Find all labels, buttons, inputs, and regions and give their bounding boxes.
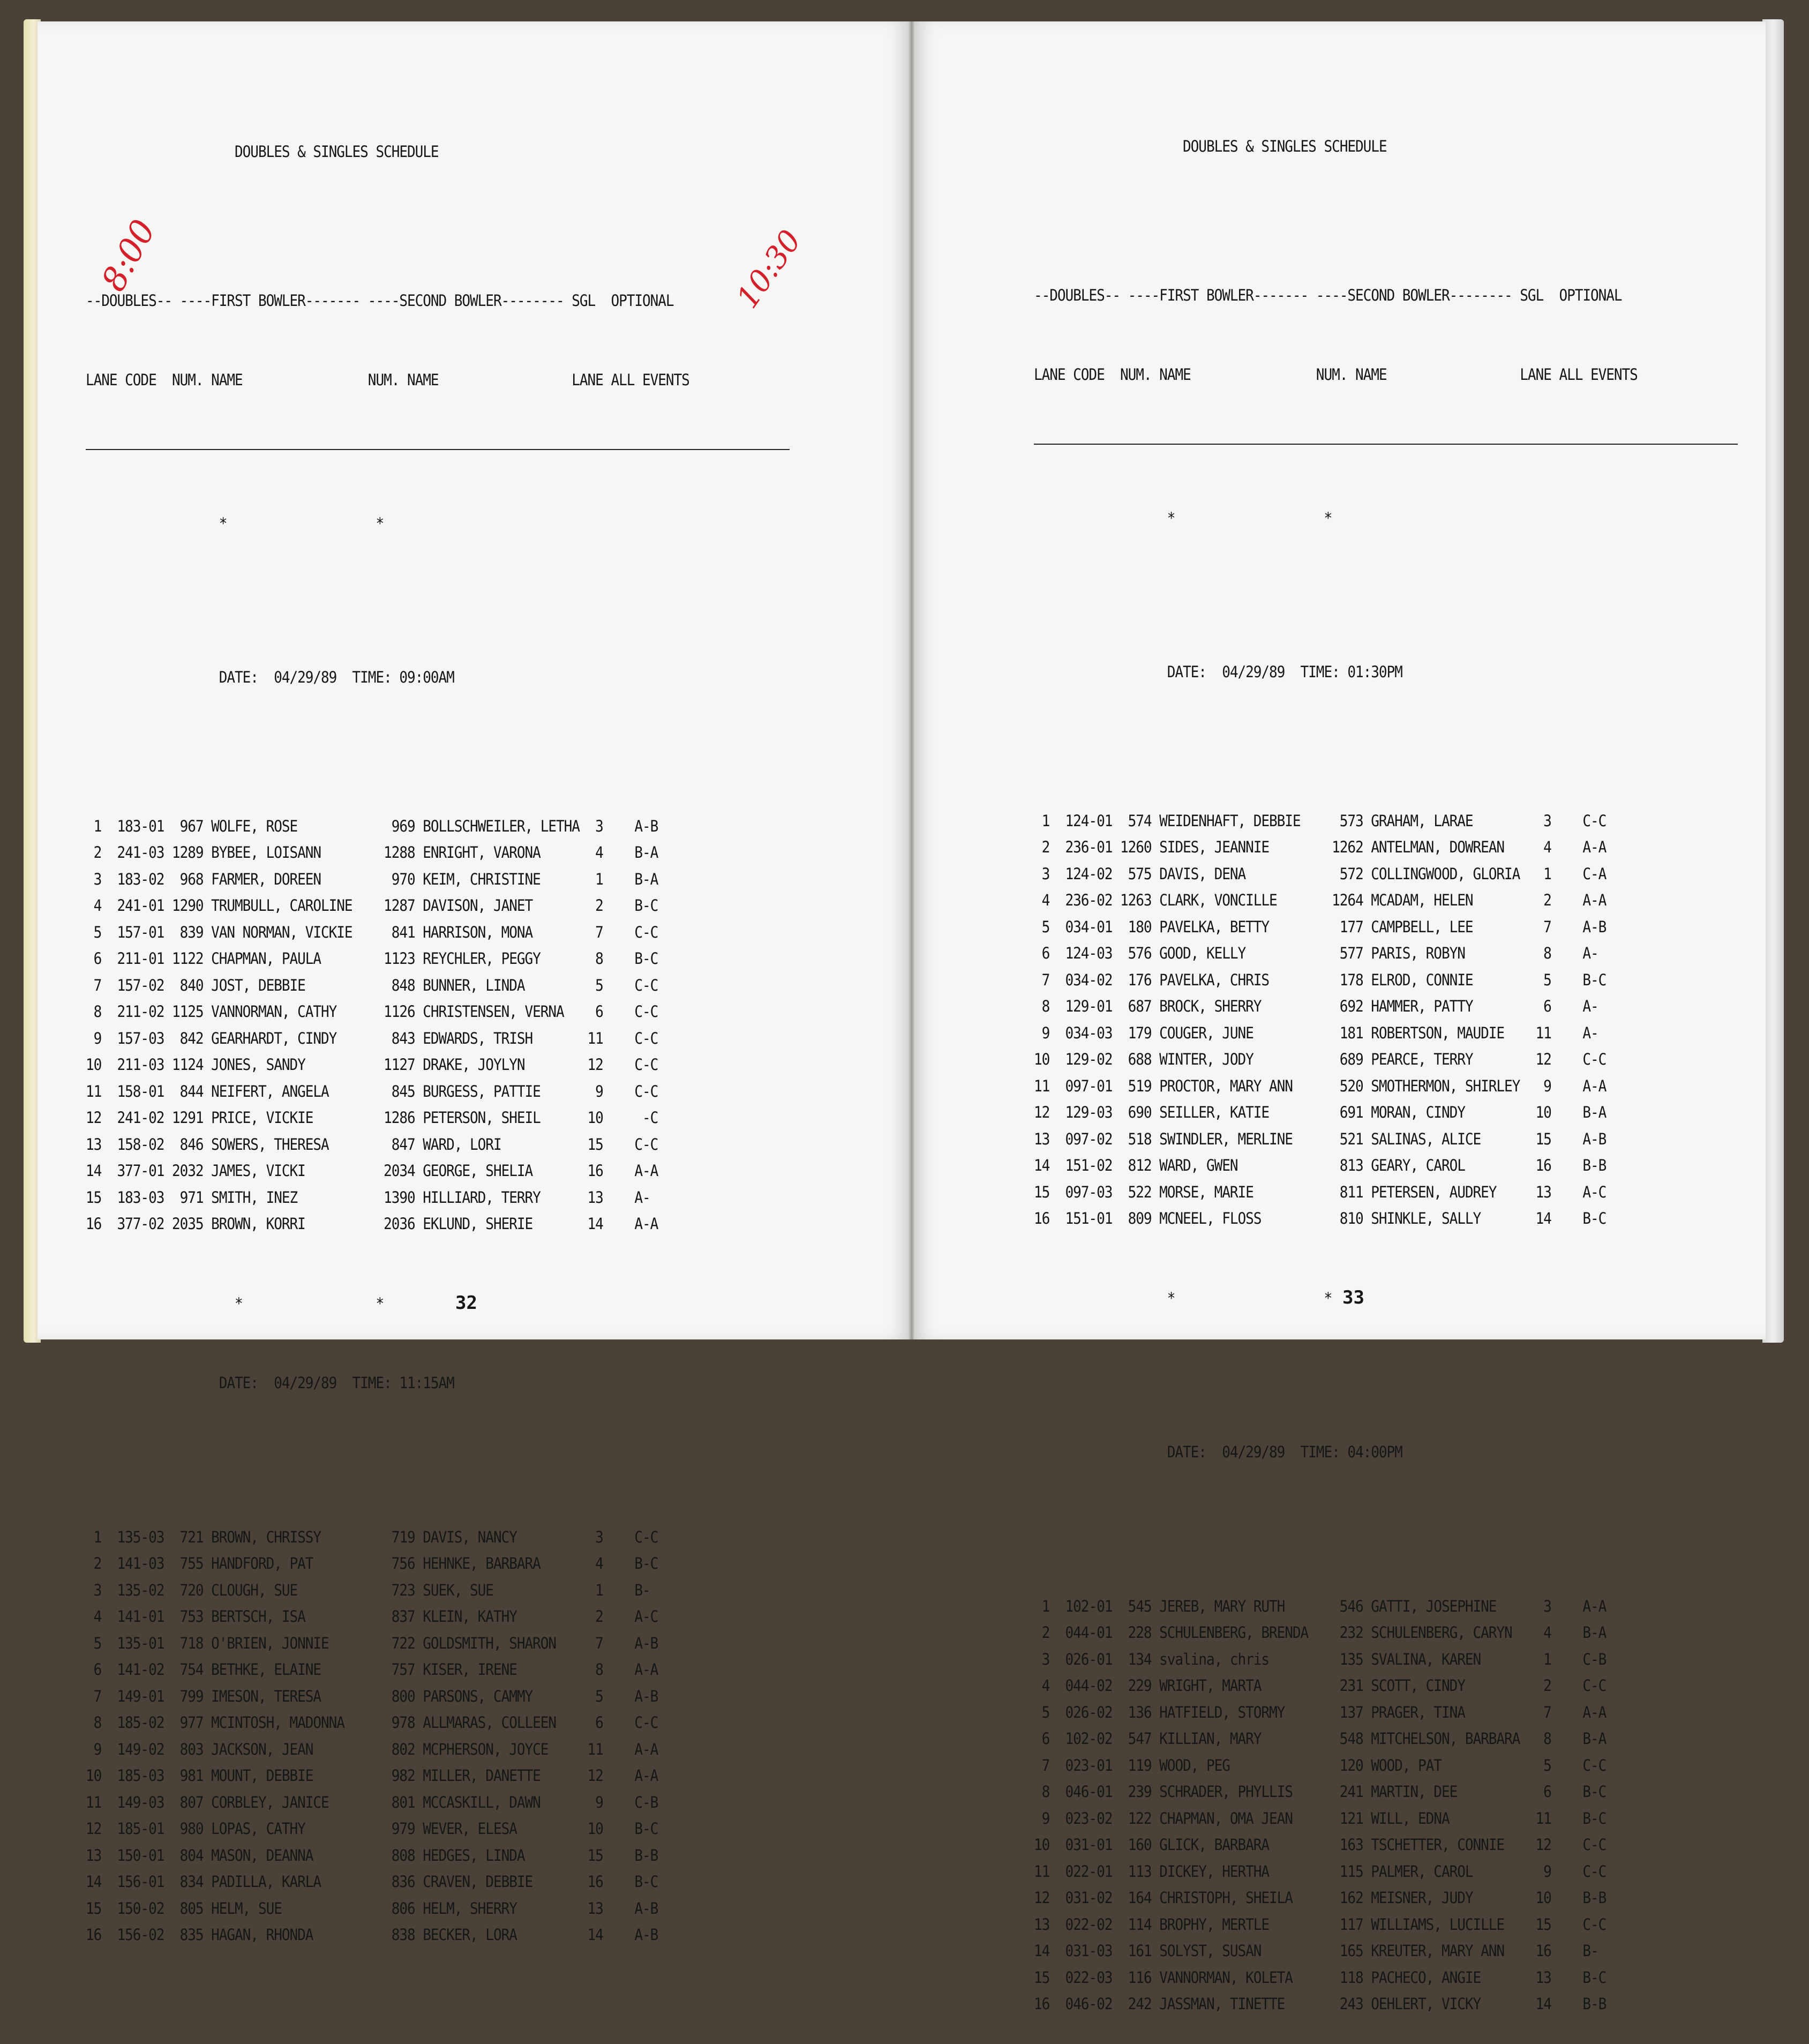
session-markers: * *	[86, 1294, 384, 1313]
schedule-row: 7 034-02 176 PAVELKA, CHRIS 178 ELROD, CONNIE 5 B-C	[1034, 970, 1607, 989]
left-page-content	[86, 86, 790, 1975]
schedule-row: 1 135-03 721 BROWN, CHRISSY 719 DAVIS, NANCY 3 C-C	[86, 1528, 658, 1546]
schedule-row: 13 022-02 114 BROPHY, MERTLE 117 WILLIAMS, LUCILLE 15 C-C	[1034, 1915, 1607, 1934]
schedule-row: 16 151-01 809 MCNEEL, FLOSS 810 SHINKLE, SALLY 14 B-C	[1034, 1209, 1607, 1227]
schedule-rows-left-2	[86, 1524, 790, 1949]
schedule-row: 10 211-03 1124 JONES, SANDY 1127 DRAKE, JOYLYN 12 C-C	[86, 1055, 658, 1074]
schedule-row: 15 150-02 805 HELM, SUE 806 HELM, SHERRY 13 A-B	[86, 1899, 658, 1918]
column-header-row2: LANE CODE NUM. NAME NUM. NAME LANE ALL EVENTS	[1034, 365, 1638, 384]
schedule-rows-right-2	[1034, 1593, 1738, 2018]
schedule-row: 1 183-01 967 WOLFE, ROSE 969 BOLLSCHWEILER, LETHA 3 A-B	[86, 817, 658, 835]
schedule-row: 13 150-01 804 MASON, DEANNA 808 HEDGES, LINDA 15 B-B	[86, 1846, 658, 1865]
schedule-row: 8 046-01 239 SCHRADER, PHYLLIS 241 MARTIN, DEE 6 B-C	[1034, 1783, 1607, 1801]
column-header-row1: --DOUBLES-- ----FIRST BOWLER------- ----SECOND BOWLER-------- SGL OPTIONAL	[86, 291, 674, 310]
schedule-row: 6 124-03 576 GOOD, KELLY 577 PARIS, ROBYN 8 A-	[1034, 944, 1598, 962]
session-markers: * *	[1034, 508, 1332, 527]
schedule-row: 2 141-03 755 HANDFORD, PAT 756 HEHNKE, BARBARA 4 B-C	[86, 1554, 658, 1573]
handwritten-annotation-1030: 10:30	[730, 223, 808, 315]
schedule-row: 8 185-02 977 MCINTOSH, MADONNA 978 ALLMARAS, COLLEEN 6 C-C	[86, 1713, 658, 1732]
session-markers: * *	[86, 514, 384, 533]
schedule-row: 3 124-02 575 DAVIS, DENA 572 COLLINGWOOD, GLORIA 1 C-A	[1034, 864, 1607, 883]
schedule-row: 10 031-01 160 GLICK, BARBARA 163 TSCHETTER, CONNIE 12 C-C	[1034, 1836, 1607, 1854]
schedule-row: 2 236-01 1260 SIDES, JEANNIE 1262 ANTELMAN, DOWREAN 4 A-A	[1034, 838, 1607, 856]
schedule-row: 2 241-03 1289 BYBEE, LOISANN 1288 ENRIGHT, VARONA 4 B-A	[86, 843, 658, 862]
column-header-row1: --DOUBLES-- ----FIRST BOWLER------- ----SECOND BOWLER-------- SGL OPTIONAL	[1034, 286, 1622, 304]
schedule-rows-left-1	[86, 813, 790, 1238]
book-right-edge	[1762, 19, 1784, 1343]
session-date-line: DATE: 04/29/89 TIME: 04:00PM	[1034, 1443, 1402, 1461]
schedule-row: 2 044-01 228 SCHULENBERG, BRENDA 232 SCHULENBERG, CARYN 4 B-A	[1034, 1623, 1607, 1642]
schedule-row: 10 185-03 981 MOUNT, DEBBIE 982 MILLER, DANETTE 12 A-A	[86, 1766, 658, 1785]
header-rule	[86, 449, 790, 450]
schedule-row: 7 023-01 119 WOOD, PEG 120 WOOD, PAT 5 C-C	[1034, 1756, 1607, 1775]
schedule-row: 15 183-03 971 SMITH, INEZ 1390 HILLIARD, TERRY 13 A-	[86, 1188, 650, 1207]
header-rule	[1034, 444, 1738, 445]
schedule-row: 3 183-02 968 FARMER, DOREEN 970 KEIM, CHRISTINE 1 B-A	[86, 870, 658, 888]
schedule-row: 8 211-02 1125 VANNORMAN, CATHY 1126 CHRISTENSEN, VERNA 6 C-C	[86, 1002, 658, 1021]
page-number-left: 32	[455, 1292, 477, 1314]
schedule-rows-right-1	[1034, 808, 1738, 1232]
schedule-row: 1 124-01 574 WEIDENHAFT, DEBBIE 573 GRAHAM, LARAE 3 C-C	[1034, 811, 1607, 830]
schedule-row: 15 022-03 116 VANNORMAN, KOLETA 118 PACHECO, ANGIE 13 B-C	[1034, 1968, 1607, 1987]
column-header-row2: LANE CODE NUM. NAME NUM. NAME LANE ALL EVENTS	[86, 371, 689, 389]
schedule-row: 14 031-03 161 SOLYST, SUSAN 165 KREUTER, MARY ANN 16 B-	[1034, 1942, 1598, 1960]
schedule-row: 4 236-02 1263 CLARK, VONCILLE 1264 MCADAM, HELEN 2 A-A	[1034, 891, 1607, 909]
session-date-line: DATE: 04/29/89 TIME: 01:30PM	[1034, 663, 1402, 681]
schedule-row: 5 135-01 718 O'BRIEN, JONNIE 722 GOLDSMITH, SHARON 7 A-B	[86, 1634, 658, 1652]
right-page-content	[1034, 80, 1738, 2044]
schedule-row: 12 031-02 164 CHRISTOPH, SHEILA 162 MEISNER, JUDY 10 B-B	[1034, 1889, 1607, 1907]
page-title: DOUBLES & SINGLES SCHEDULE	[1183, 137, 1387, 155]
schedule-row: 1 102-01 545 JEREB, MARY RUTH 546 GATTI, JOSEPHINE 3 A-A	[1034, 1597, 1607, 1615]
schedule-row: 14 377-01 2032 JAMES, VICKI 2034 GEORGE, SHELIA 16 A-A	[86, 1162, 658, 1180]
schedule-row: 16 377-02 2035 BROWN, KORRI 2036 EKLUND, SHERIE 14 A-A	[86, 1215, 658, 1233]
schedule-row: 4 044-02 229 WRIGHT, MARTA 231 SCOTT, CINDY 2 C-C	[1034, 1676, 1607, 1695]
schedule-row: 7 157-02 840 JOST, DEBBIE 848 BUNNER, LINDA 5 C-C	[86, 976, 658, 994]
schedule-row: 6 141-02 754 BETHKE, ELAINE 757 KISER, IRENE 8 A-A	[86, 1660, 658, 1679]
page-title: DOUBLES & SINGLES SCHEDULE	[235, 143, 439, 161]
book-gutter	[909, 21, 915, 1339]
schedule-row: 6 211-01 1122 CHAPMAN, PAULA 1123 REYCHLER, PEGGY 8 B-C	[86, 949, 658, 968]
session-date-line: DATE: 04/29/89 TIME: 09:00AM	[86, 668, 454, 686]
handwritten-annotation-800: 8:00	[93, 213, 163, 298]
schedule-row: 11 149-03 807 CORBLEY, JANICE 801 MCCASKILL, DAWN 9 C-B	[86, 1793, 658, 1811]
schedule-row: 13 158-02 846 SOWERS, THERESA 847 WARD, LORI 15 C-C	[86, 1135, 658, 1154]
schedule-row: 3 026-01 134 svalina, chris 135 SVALINA, KAREN 1 C-B	[1034, 1650, 1607, 1668]
schedule-row: 9 149-02 803 JACKSON, JEAN 802 MCPHERSON, JOYCE 11 A-A	[86, 1740, 658, 1758]
schedule-row: 14 151-02 812 WARD, GWEN 813 GEARY, CAROL 16 B-B	[1034, 1156, 1607, 1174]
schedule-row: 4 141-01 753 BERTSCH, ISA 837 KLEIN, KATHY 2 A-C	[86, 1607, 658, 1626]
schedule-row: 9 157-03 842 GEARHARDT, CINDY 843 EDWARDS, TRISH 11 C-C	[86, 1029, 658, 1047]
schedule-row: 11 158-01 844 NEIFERT, ANGELA 845 BURGESS, PATTIE 9 C-C	[86, 1082, 658, 1100]
page-number-right: 33	[1342, 1287, 1364, 1308]
schedule-row: 15 097-03 522 MORSE, MARIE 811 PETERSEN, AUDREY 13 A-C	[1034, 1182, 1607, 1201]
schedule-row: 5 026-02 136 HATFIELD, STORMY 137 PRAGER, TINA 7 A-A	[1034, 1703, 1607, 1721]
schedule-row: 11 022-01 113 DICKEY, HERTHA 115 PALMER, CAROL 9 C-C	[1034, 1862, 1607, 1881]
schedule-row: 12 241-02 1291 PRICE, VICKIE 1286 PETERSON, SHEIL 10 -C	[86, 1109, 658, 1127]
session-date-line: DATE: 04/29/89 TIME: 11:15AM	[86, 1374, 454, 1392]
schedule-row: 4 241-01 1290 TRUMBULL, CAROLINE 1287 DAVISON, JANET 2 B-C	[86, 896, 658, 915]
schedule-row: 16 046-02 242 JASSMAN, TINETTE 243 OEHLERT, VICKY 14 B-B	[1034, 1995, 1607, 2013]
schedule-row: 10 129-02 688 WINTER, JODY 689 PEARCE, TERRY 12 C-C	[1034, 1050, 1607, 1068]
schedule-row: 6 102-02 547 KILLIAN, MARY 548 MITCHELSON, BARBARA 8 B-A	[1034, 1729, 1607, 1748]
schedule-row: 13 097-02 518 SWINDLER, MERLINE 521 SALINAS, ALICE 15 A-B	[1034, 1129, 1607, 1148]
session-markers: * *	[1034, 1289, 1332, 1307]
schedule-row: 9 023-02 122 CHAPMAN, OMA JEAN 121 WILL, EDNA 11 B-C	[1034, 1809, 1607, 1828]
schedule-row: 12 129-03 690 SEILLER, KATIE 691 MORAN, CINDY 10 B-A	[1034, 1103, 1607, 1121]
schedule-row: 14 156-01 834 PADILLA, KARLA 836 CRAVEN, DEBBIE 16 B-C	[86, 1873, 658, 1891]
schedule-row: 5 157-01 839 VAN NORMAN, VICKIE 841 HARRISON, MONA 7 C-C	[86, 923, 658, 941]
schedule-row: 7 149-01 799 IMESON, TERESA 800 PARSONS, CAMMY 5 A-B	[86, 1687, 658, 1705]
schedule-row: 3 135-02 720 CLOUGH, SUE 723 SUEK, SUE 1 B-	[86, 1581, 650, 1599]
schedule-row: 11 097-01 519 PROCTOR, MARY ANN 520 SMOTHERMON, SHIRLEY 9 A-A	[1034, 1076, 1607, 1095]
schedule-row: 8 129-01 687 BROCK, SHERRY 692 HAMMER, PATTY 6 A-	[1034, 997, 1598, 1015]
schedule-row: 12 185-01 980 LOPAS, CATHY 979 WEVER, ELESA 10 B-C	[86, 1820, 658, 1838]
schedule-row: 16 156-02 835 HAGAN, RHONDA 838 BECKER, LORA 14 A-B	[86, 1926, 658, 1944]
schedule-row: 9 034-03 179 COUGER, JUNE 181 ROBERTSON, MAUDIE 11 A-	[1034, 1023, 1598, 1042]
schedule-row: 5 034-01 180 PAVELKA, BETTY 177 CAMPBELL, LEE 7 A-B	[1034, 917, 1607, 936]
